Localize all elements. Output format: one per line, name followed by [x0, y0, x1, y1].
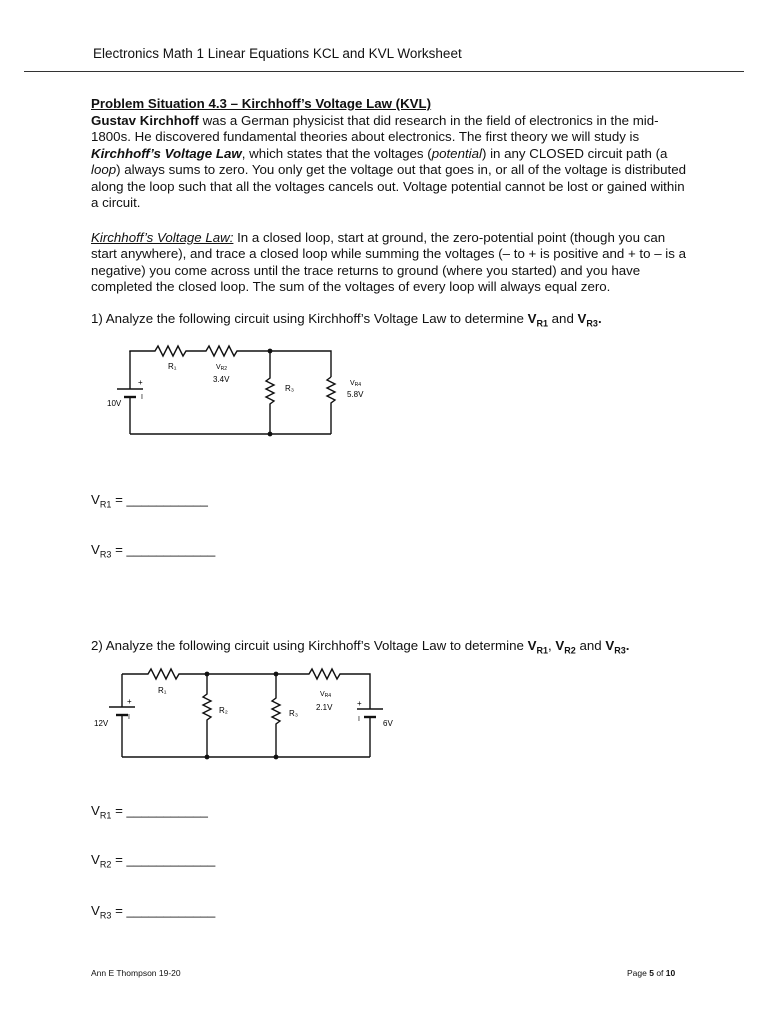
question-1-v1-sub: R1 — [536, 318, 548, 329]
question-1-and: and — [547, 311, 578, 326]
kvl-lead: Kirchhoff’s Voltage Law: — [91, 230, 234, 245]
question-2-v1-sub: R1 — [536, 645, 548, 656]
answer-q2-vr1[interactable] — [91, 803, 208, 821]
answer-q2-vr1-sub: R1 — [99, 810, 112, 821]
question-1-end: . — [597, 311, 602, 326]
c2-r3-label: R₃ — [289, 709, 299, 718]
answer-q2-vr2-blank: = ____________ — [111, 852, 216, 867]
footer-author: Ann E Thompson 19-20 — [91, 968, 181, 978]
vr2-value: 3.4V — [213, 375, 230, 384]
question-1-v1: V — [527, 311, 537, 326]
answer-q1-vr1-v: V — [91, 492, 100, 507]
c2-vr4-label-v: V — [320, 691, 325, 698]
answer-q2-vr3-sub: R3 — [99, 910, 112, 921]
vr2-label-sub: R2 — [220, 366, 228, 372]
answer-q1-vr1-sub: R1 — [99, 499, 112, 510]
battery-6v-label: 6V — [383, 719, 393, 728]
c2-vr4-value: 2.1V — [316, 703, 333, 712]
battery-1-label: 10V — [107, 399, 122, 408]
r3-label: R₃ — [285, 384, 295, 393]
c2-r1-label: R₁ — [158, 686, 167, 695]
question-2-v1: V — [527, 638, 537, 653]
c2-junction-dot-1 — [205, 672, 210, 677]
battery-12v-minus: I — [128, 714, 130, 721]
answer-q1-vr3-sub: R3 — [99, 549, 112, 560]
answer-q2-vr3-v: V — [91, 903, 100, 918]
intro-law-name: Kirchhoff’s Voltage Law — [91, 145, 242, 161]
footer-page-mid: of — [653, 968, 666, 978]
answer-q2-vr3[interactable] — [91, 903, 215, 921]
intro-text-a: was a German physicist that did research in the field of electronics in the mid-1800s. He discovered fundamental theories about electronics. The first theory we will study is — [91, 113, 659, 145]
c2-junction-dot-3 — [205, 755, 210, 760]
vr4-label-v: V — [350, 380, 355, 387]
footer-page-total: 10 — [665, 968, 676, 978]
intro-text-d: ) always sums to zero. You only get the voltage out that goes in, or all of the voltage is distributed along the loop such that all the voltages cancels out. Voltage potential cannot be lost or gained within a circuit. — [91, 162, 687, 211]
answer-q1-vr3-v: V — [91, 542, 100, 557]
r1-label: R₁ — [168, 362, 177, 371]
intro-potential: potential — [431, 145, 482, 161]
question-2-v3: V — [605, 638, 615, 653]
question-2-comma: , — [547, 638, 556, 653]
intro-loop: loop — [91, 162, 117, 178]
question-2-v2-sub: R2 — [564, 645, 576, 656]
battery-1-minus: I — [141, 394, 143, 401]
answer-q2-vr3-blank: = ____________ — [111, 903, 216, 918]
question-1-text: 1) Analyze the following circuit using Kirchhoff’s Voltage Law to determine — [91, 311, 528, 326]
intro-text-b: , which states that the voltages ( — [241, 145, 432, 161]
footer-page-current: 5 — [649, 968, 654, 978]
question-2-text: 2) Analyze the following circuit using Kirchhoff’s Voltage Law to determine — [91, 638, 528, 653]
battery-1-plus: + — [138, 378, 143, 387]
question-1-v2: V — [577, 311, 587, 326]
battery-12v-label: 12V — [94, 719, 109, 728]
c2-junction-dot-4 — [274, 755, 279, 760]
battery-6v-minus: I — [358, 716, 360, 723]
section-title: Problem Situation 4.3 – Kirchhoff’s Voltage Law (KVL) — [91, 96, 432, 111]
question-2-v3-sub: R3 — [614, 645, 626, 656]
battery-6v-plus: + — [357, 699, 362, 708]
c2-junction-dot-2 — [274, 672, 279, 677]
question-1-v2-sub: R3 — [586, 318, 598, 329]
answer-q2-vr1-blank: = ___________ — [111, 803, 208, 818]
kvl-text: In a closed loop, start at ground, the zero-potential point (though you can start anywhere), and trace a closed loop while summing the voltages (– to + is positive and + to – is a negative) you come across until the trace returns to ground (where you started) and you have completed the closed loop. The sum of the voltages of every loop will always equal zero. — [91, 230, 686, 295]
question-2-end: . — [625, 638, 630, 653]
intro-text-c: ) in any CLOSED circuit path (a — [481, 145, 668, 161]
vr4-label-sub: R4 — [354, 382, 362, 388]
battery-12v-plus: + — [127, 697, 132, 706]
answer-q2-vr1-v: V — [91, 803, 100, 818]
c2-vr4-label-sub: R4 — [324, 693, 332, 699]
page-header-title: Electronics Math 1 Linear Equations KCL and KVL Worksheet — [93, 46, 462, 61]
footer-page-number — [627, 968, 675, 978]
question-2-v2: V — [555, 638, 565, 653]
answer-q2-vr2-sub: R2 — [99, 859, 112, 870]
c2-r2-label: R₂ — [219, 706, 228, 715]
intro-name: Gustav Kirchhoff — [91, 113, 199, 128]
vr4-value: 5.8V — [347, 390, 364, 399]
vr2-label-v: V — [216, 364, 221, 371]
answer-q1-vr1-blank: = ___________ — [111, 492, 208, 507]
c2-vr4-label — [320, 691, 331, 699]
answer-q2-vr2-v: V — [91, 852, 100, 867]
answer-q2-vr2[interactable] — [91, 852, 215, 870]
question-2-and: and — [575, 638, 606, 653]
footer-page-prefix: Page — [627, 968, 650, 978]
answer-q1-vr3-blank: = ____________ — [111, 542, 216, 557]
